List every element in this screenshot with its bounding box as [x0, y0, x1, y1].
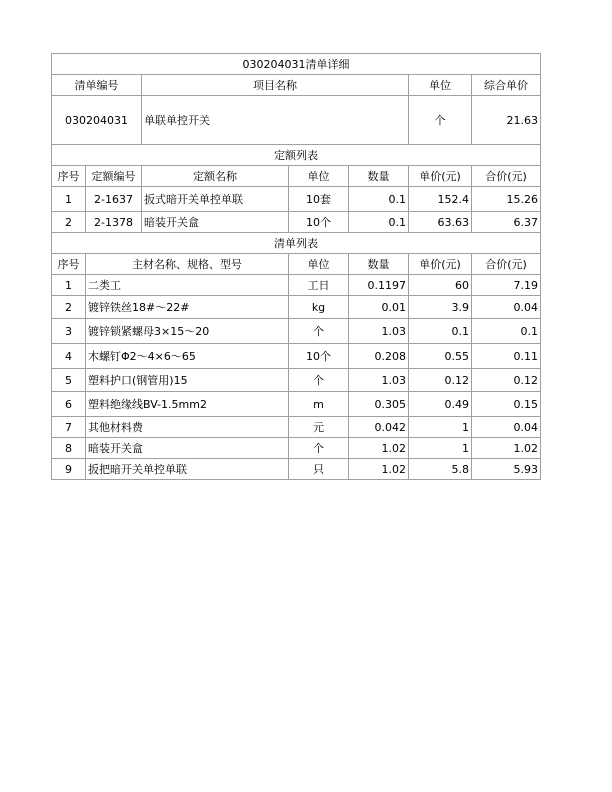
material-price: 0.55: [409, 344, 472, 369]
material-price: 0.49: [409, 392, 472, 417]
material-no: 7: [52, 417, 86, 438]
item-price: 21.63: [472, 96, 541, 145]
item-name: 单联单控开关: [142, 96, 409, 145]
quota-unit: 10个: [289, 212, 349, 233]
material-unit: 只: [289, 459, 349, 480]
material-row: [52, 275, 541, 296]
quota-total: 15.26: [472, 187, 541, 212]
material-row: [52, 296, 541, 319]
material-total: 7.19: [472, 275, 541, 296]
material-qty: 0.208: [349, 344, 409, 369]
material-no: 1: [52, 275, 86, 296]
material-row: [52, 459, 541, 480]
material-total: 0.04: [472, 417, 541, 438]
quota-name: 暗装开关盒: [142, 212, 289, 233]
quota-unit: 10套: [289, 187, 349, 212]
material-unit: 10个: [289, 344, 349, 369]
material-no: 4: [52, 344, 86, 369]
material-qty: 0.305: [349, 392, 409, 417]
material-unit: 个: [289, 369, 349, 392]
material-name: 二类工: [86, 275, 289, 296]
item-price-header: 综合单价: [472, 75, 541, 96]
material-qty: 0.01: [349, 296, 409, 319]
quota-total: 6.37: [472, 212, 541, 233]
material-price: 60: [409, 275, 472, 296]
quota-total-header: 合价(元): [472, 166, 541, 187]
material-no: 5: [52, 369, 86, 392]
quota-price: 152.4: [409, 187, 472, 212]
quota-no-header: 序号: [52, 166, 86, 187]
quota-qty: 0.1: [349, 187, 409, 212]
material-price: 1: [409, 438, 472, 459]
material-unit: 元: [289, 417, 349, 438]
material-qty: 1.02: [349, 438, 409, 459]
material-total: 5.93: [472, 459, 541, 480]
material-name: 木螺钉Φ2～4×6～65: [86, 344, 289, 369]
material-total: 0.04: [472, 296, 541, 319]
material-name-header: 主材名称、规格、型号: [86, 254, 289, 275]
material-unit: kg: [289, 296, 349, 319]
material-total: 0.12: [472, 369, 541, 392]
quota-name-header: 定额名称: [142, 166, 289, 187]
quota-code: 2-1378: [86, 212, 142, 233]
quota-header-row: [52, 166, 541, 187]
material-name: 其他材料费: [86, 417, 289, 438]
material-header-row: [52, 254, 541, 275]
material-qty: 1.03: [349, 319, 409, 344]
quota-row: [52, 187, 541, 212]
material-name: 塑料护口(钢管用)15: [86, 369, 289, 392]
table-title: 030204031清单详细: [52, 54, 541, 75]
material-row: [52, 369, 541, 392]
quota-code-header: 定额编号: [86, 166, 142, 187]
material-name: 塑料绝缘线BV-1.5mm2: [86, 392, 289, 417]
material-qty: 1.03: [349, 369, 409, 392]
material-no: 2: [52, 296, 86, 319]
material-price: 0.12: [409, 369, 472, 392]
item-code-header: 清单编号: [52, 75, 142, 96]
material-no: 3: [52, 319, 86, 344]
material-row: [52, 438, 541, 459]
quota-qty-header: 数量: [349, 166, 409, 187]
material-no: 9: [52, 459, 86, 480]
material-total: 0.15: [472, 392, 541, 417]
material-price-header: 单价(元): [409, 254, 472, 275]
material-total: 0.1: [472, 319, 541, 344]
quota-price-header: 单价(元): [409, 166, 472, 187]
material-name: 暗装开关盒: [86, 438, 289, 459]
material-row: [52, 417, 541, 438]
material-section-title: 清单列表: [52, 233, 541, 254]
quota-unit-header: 单位: [289, 166, 349, 187]
quota-price: 63.63: [409, 212, 472, 233]
item-header-row: [52, 75, 541, 96]
item-name-header: 项目名称: [142, 75, 409, 96]
material-unit-header: 单位: [289, 254, 349, 275]
bill-detail-table: [51, 53, 541, 480]
material-name: 镀锌锁紧螺母3×15～20: [86, 319, 289, 344]
material-qty: 1.02: [349, 459, 409, 480]
material-price: 0.1: [409, 319, 472, 344]
material-qty: 0.1197: [349, 275, 409, 296]
material-qty: 0.042: [349, 417, 409, 438]
quota-no: 1: [52, 187, 86, 212]
quota-row: [52, 212, 541, 233]
item-unit-header: 单位: [409, 75, 472, 96]
material-row: [52, 392, 541, 417]
material-row: [52, 319, 541, 344]
material-qty-header: 数量: [349, 254, 409, 275]
material-unit: 个: [289, 438, 349, 459]
material-no: 8: [52, 438, 86, 459]
material-name: 扳把暗开关单控单联: [86, 459, 289, 480]
material-price: 1: [409, 417, 472, 438]
quota-qty: 0.1: [349, 212, 409, 233]
material-total: 1.02: [472, 438, 541, 459]
material-total: 0.11: [472, 344, 541, 369]
item-unit: 个: [409, 96, 472, 145]
material-name: 镀锌铁丝18#～22#: [86, 296, 289, 319]
quota-code: 2-1637: [86, 187, 142, 212]
quota-name: 扳式暗开关单控单联: [142, 187, 289, 212]
material-no-header: 序号: [52, 254, 86, 275]
material-no: 6: [52, 392, 86, 417]
item-row: [52, 96, 541, 145]
material-total-header: 合价(元): [472, 254, 541, 275]
quota-no: 2: [52, 212, 86, 233]
material-unit: m: [289, 392, 349, 417]
material-unit: 工日: [289, 275, 349, 296]
material-unit: 个: [289, 319, 349, 344]
material-price: 5.8: [409, 459, 472, 480]
material-section-title-row: [52, 233, 541, 254]
quota-section-title: 定额列表: [52, 145, 541, 166]
item-code: 030204031: [52, 96, 142, 145]
quota-section-title-row: [52, 145, 541, 166]
material-row: [52, 344, 541, 369]
material-price: 3.9: [409, 296, 472, 319]
title-row: [52, 54, 541, 75]
